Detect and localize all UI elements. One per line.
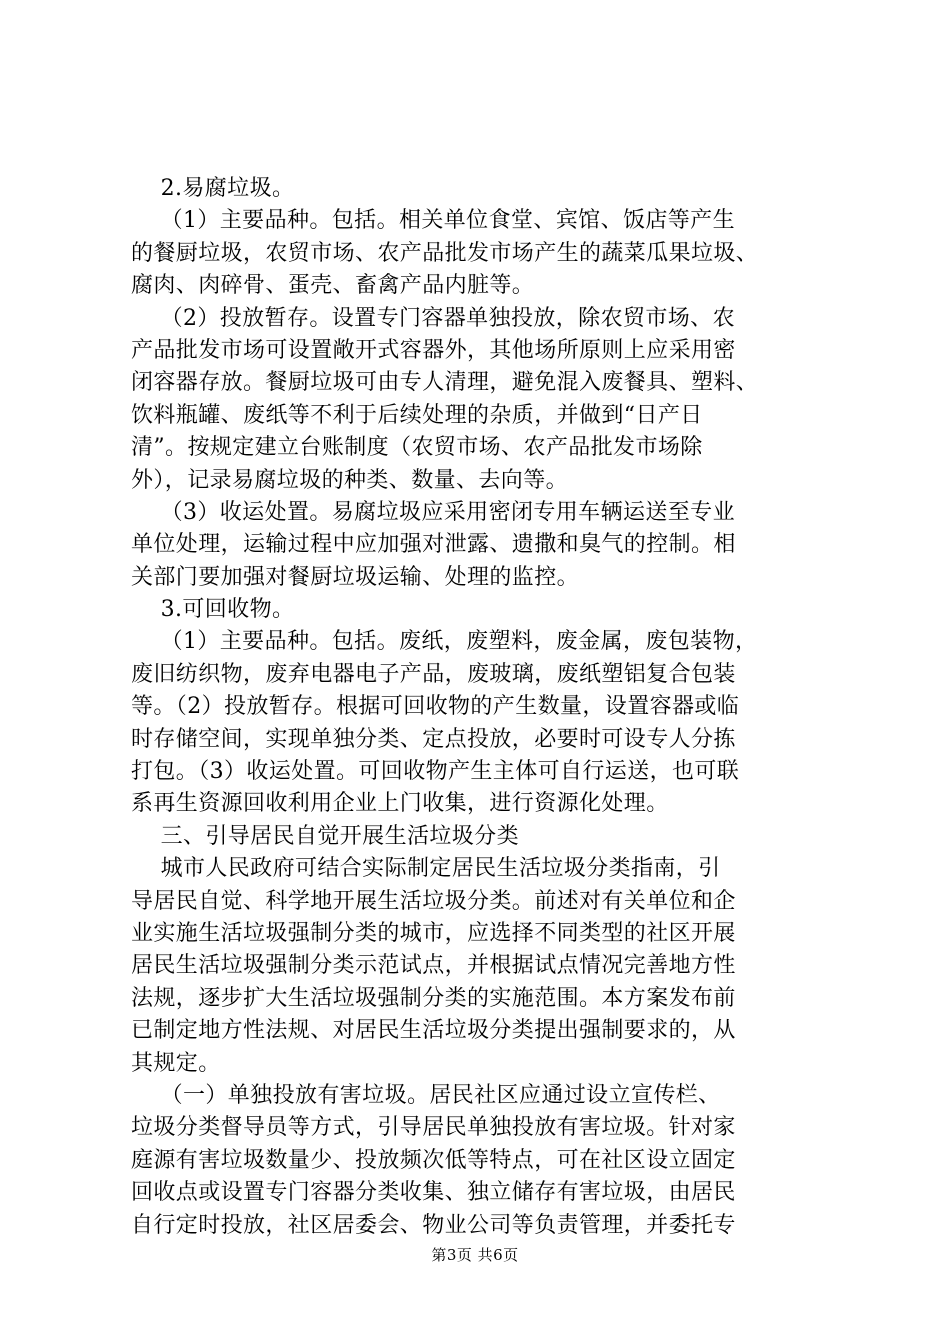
text-line: （一）单独投放有害垃圾。居民社区应通过设立宣传栏、 <box>131 1082 721 1108</box>
text-line: 庭源有害垃圾数量少、投放频次低等特点，可在社区设立固定 <box>131 1147 736 1173</box>
text-line: 居民生活垃圾强制分类示范试点，并根据试点情况完善地方性 <box>131 953 736 979</box>
text-line: 打包。（3）收运处置。可回收物产生主体可自行运送，也可联 <box>131 759 740 785</box>
document-body <box>131 173 831 1242</box>
text-line: 法规，逐步扩大生活垃圾强制分类的实施范围。本方案发布前 <box>131 985 736 1011</box>
text-line: 垃圾分类督导员等方式，引导居民单独投放有害垃圾。针对家 <box>131 1115 736 1141</box>
page-footer: 第3页 共6页 <box>431 1246 519 1264</box>
text-line: 闭容器存放。餐厨垃圾可由专人清理，避免混入废餐具、塑料、 <box>131 370 759 396</box>
text-line: 自行定时投放，社区居委会、物业公司等负责管理，并委托专 <box>131 1212 736 1238</box>
text-line: 等。（2）投放暂存。根据可回收物的产生数量，设置容器或临 <box>131 694 740 720</box>
text-line: （2）投放暂存。设置专门容器单独投放，除农贸市场、农 <box>131 305 735 331</box>
text-line: 单位处理，运输过程中应加强对泄露、遗撒和臭气的控制。相 <box>131 532 736 558</box>
text-line: 回收点或设置专门容器分类收集、独立储存有害垃圾，由居民 <box>131 1180 736 1206</box>
text-line: 城市人民政府可结合实际制定居民生活垃圾分类指南，引 <box>131 856 721 882</box>
text-line: 废旧纺织物，废弃电器电子产品，废玻璃，废纸塑铝复合包装 <box>131 661 736 687</box>
text-line: 系再生资源回收利用企业上门收集，进行资源化处理。 <box>131 791 669 817</box>
text-line: 业实施生活垃圾强制分类的城市，应选择不同类型的社区开展 <box>131 920 736 946</box>
text-line: 外），记录易腐垃圾的种类、数量、去向等。 <box>131 467 569 493</box>
text-line: 导居民自觉、科学地开展生活垃圾分类。前述对有关单位和企 <box>131 888 736 914</box>
text-line: （1）主要品种。包括。废纸，废塑料，废金属，废包装物， <box>131 629 758 655</box>
text-line: 饮料瓶罐、废纸等不利于后续处理的杂质，并做到“日产日 <box>131 402 703 428</box>
text-line: 2.易腐垃圾。 <box>131 176 295 201</box>
text-line: 3.可回收物。 <box>131 597 295 623</box>
text-line: （3）收运处置。易腐垃圾应采用密闭专用车辆运送至专业 <box>131 499 735 525</box>
text-line: 腐肉、肉碎骨、蛋壳、畜禽产品内脏等。 <box>131 273 535 299</box>
text-line: 产品批发市场可设置敞开式容器外，其他场所原则上应采用密 <box>131 337 736 363</box>
text-line: （1）主要品种。包括。相关单位食堂、宾馆、饭店等产生 <box>131 208 735 234</box>
text-line: 已制定地方性法规、对居民生活垃圾分类提出强制要求的，从 <box>131 1018 736 1044</box>
text-line: 其规定。 <box>131 1050 221 1076</box>
text-line: 三、引导居民自觉开展生活垃圾分类 <box>131 823 519 849</box>
text-line: 关部门要加强对餐厨垃圾运输、处理的监控。 <box>131 564 580 590</box>
text-line: 清”。按规定建立台账制度（农贸市场、农产品批发市场除 <box>131 435 703 461</box>
text-line: 的餐厨垃圾，农贸市场、农产品批发市场产生的蔬菜瓜果垃圾、 <box>131 240 759 266</box>
text-line: 时存储空间，实现单独分类、定点投放，必要时可设专人分拣 <box>131 726 736 752</box>
